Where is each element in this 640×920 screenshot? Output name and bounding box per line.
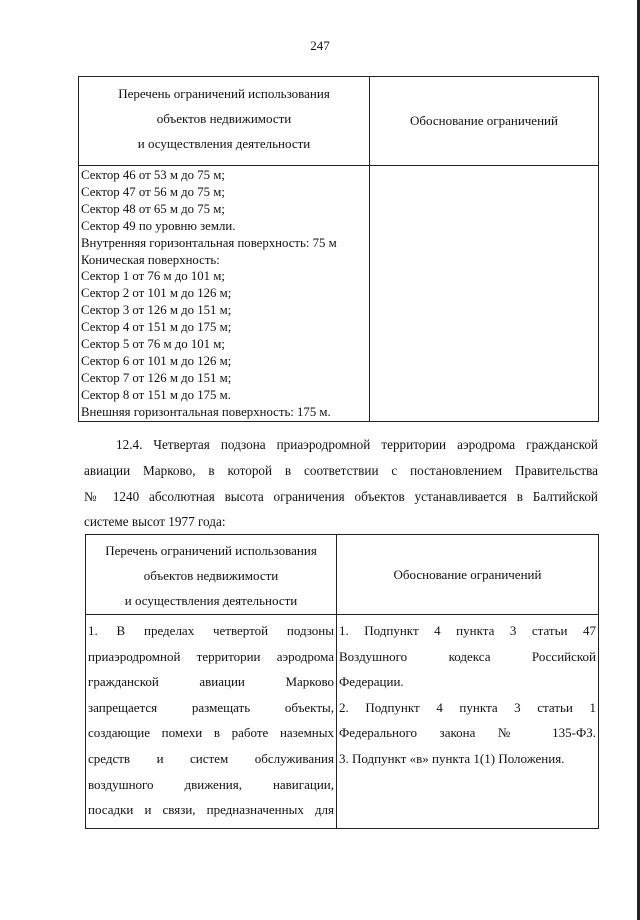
table-row [79, 166, 599, 422]
justification-line: Воздушного кодекса Российской [339, 648, 596, 664]
sector-line: Внешняя горизонтальная поверхность: 175 м. [81, 404, 331, 419]
table-row [86, 615, 599, 829]
justification-line: 2. Подпункт 4 пункта 3 статьи 1 [339, 699, 596, 715]
restriction-line: гражданской авиации Марково [88, 674, 334, 690]
sector-line: Сектор 47 от 56 м до 75 м; [81, 184, 225, 199]
justification-cell-empty [370, 166, 599, 422]
sector-line: Внутренняя горизонтальная поверхность: 75 м [81, 235, 337, 250]
page-number: 247 [310, 38, 330, 53]
sector-line: Сектор 46 от 53 м до 75 м; [81, 168, 225, 182]
fourth-subzone-table [85, 534, 599, 829]
section-12-4-paragraph [84, 432, 598, 535]
sector-line: Коническая поверхность: [81, 252, 220, 267]
sector-line: Сектор 8 от 151 м до 175 м. [81, 387, 231, 402]
header-justification: Обоснование ограничений [337, 535, 599, 615]
sector-line: Сектор 3 от 126 м до 151 м; [81, 303, 232, 318]
restrictions-table-continued [78, 76, 599, 422]
restriction-text-cell [86, 615, 337, 829]
paragraph-line: № 1240 абсолютная высота ограничения объектов устанавливается в Балтийской [84, 488, 598, 504]
table-header-row [86, 535, 599, 615]
justification-line: 3. Подпункт «в» пункта 1(1) Положения. [339, 750, 565, 766]
header-line: и осуществления деятельности [137, 136, 311, 151]
justification-line: 1. Подпункт 4 пункта 3 статьи 47 [339, 623, 596, 638]
restriction-line: приаэродромной территории аэродрома [88, 648, 334, 664]
paragraph-line: авиации Марково, в которой в соответствии с постановлением Правительства [84, 462, 598, 478]
header-restrictions-list [86, 535, 337, 615]
header-justification: Обоснование ограничений [370, 77, 599, 166]
sector-line: Сектор 6 от 101 м до 126 м; [81, 353, 232, 368]
restriction-line: 1. В пределах четвертой подзоны [88, 623, 334, 638]
restriction-line: запрещается размещать объекты, [88, 699, 334, 715]
sector-line: Сектор 49 по уровню земли. [81, 218, 236, 233]
table-header-row [79, 77, 599, 166]
header-line: объектов недвижимости [156, 111, 292, 126]
paragraph-line: 12.4. Четвертая подзона приаэродромной территории аэродрома гражданской [116, 437, 598, 452]
justification-line: Федерации. [339, 674, 404, 690]
restriction-line: воздушного движения, навигации, [88, 776, 334, 792]
sector-list-cell [79, 166, 370, 422]
sector-line: Сектор 48 от 65 м до 75 м; [81, 201, 225, 216]
header-restrictions-list [79, 77, 370, 166]
restriction-line: средств и систем обслуживания [88, 750, 334, 766]
justification-line: Федерального закона № 135-ФЗ. [339, 725, 596, 741]
sector-line: Сектор 5 от 76 м до 101 м; [81, 337, 225, 352]
paragraph-line: системе высот 1977 года: [84, 514, 226, 530]
sector-line: Сектор 7 от 126 м до 151 м; [81, 370, 232, 385]
header-line: и осуществления деятельности [124, 593, 298, 608]
restriction-line: посадки и связи, предназначенных для [88, 802, 334, 818]
restriction-line: создающие помехи в работе наземных [88, 725, 334, 741]
header-line: объектов недвижимости [143, 568, 279, 583]
sector-line: Сектор 1 от 76 м до 101 м; [81, 269, 225, 284]
header-line: Перечень ограничений использования [105, 543, 317, 558]
sector-line: Сектор 2 от 101 м до 126 м; [81, 286, 232, 301]
header-line: Перечень ограничений использования [118, 86, 330, 101]
justification-text-cell [337, 615, 599, 829]
sector-line: Сектор 4 от 151 м до 175 м; [81, 320, 232, 335]
